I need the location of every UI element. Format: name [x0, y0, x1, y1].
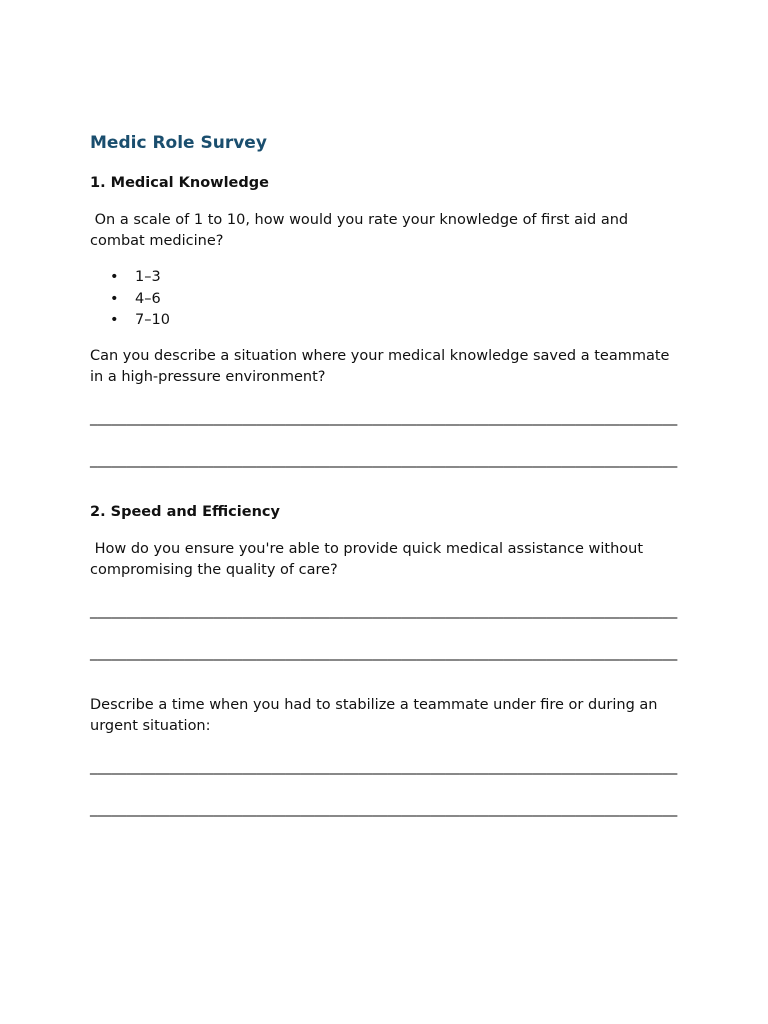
answer-line-5[interactable]: _________________________________________________________________________________ — [90, 759, 678, 775]
question-quick-assistance: How do you ensure you're able to provide quick medical assistance without compromising the quality of care? — [90, 541, 648, 578]
list-item — [90, 310, 170, 332]
section-heading-medical-knowledge: 1. Medical Knowledge — [90, 175, 269, 191]
option-label: 7–10 — [135, 312, 170, 328]
answer-line-4[interactable]: _________________________________________________________________________________ — [90, 645, 678, 661]
question-stabilize-teammate: Describe a time when you had to stabilize a teammate under fire or during an urgent situation: — [90, 697, 658, 734]
answer-line-2[interactable]: _________________________________________________________________________________ — [90, 452, 678, 468]
bullet-icon: • — [110, 312, 119, 328]
answer-line-1[interactable]: _________________________________________________________________________________ — [90, 410, 678, 426]
answer-line-3[interactable]: _________________________________________________________________________________ — [90, 603, 678, 619]
option-label: 4–6 — [135, 290, 161, 307]
list-item — [90, 289, 170, 311]
section-heading-speed-efficiency: 2. Speed and Efficiency — [90, 504, 280, 520]
bullet-icon: • — [110, 269, 119, 285]
rating-options-list — [90, 267, 170, 332]
list-item — [90, 267, 170, 289]
option-label: 1–3 — [135, 269, 161, 285]
answer-line-6[interactable]: _________________________________________________________________________________ — [90, 801, 678, 817]
page-title: Medic Role Survey — [90, 133, 267, 153]
question-knowledge-situation: Can you describe a situation where your medical knowledge saved a teammate in a high-pressure environment? — [90, 348, 670, 385]
bullet-icon: • — [110, 290, 119, 307]
question-knowledge-rating: On a scale of 1 to 10, how would you rate your knowledge of first aid and combat medicine? — [90, 212, 633, 249]
